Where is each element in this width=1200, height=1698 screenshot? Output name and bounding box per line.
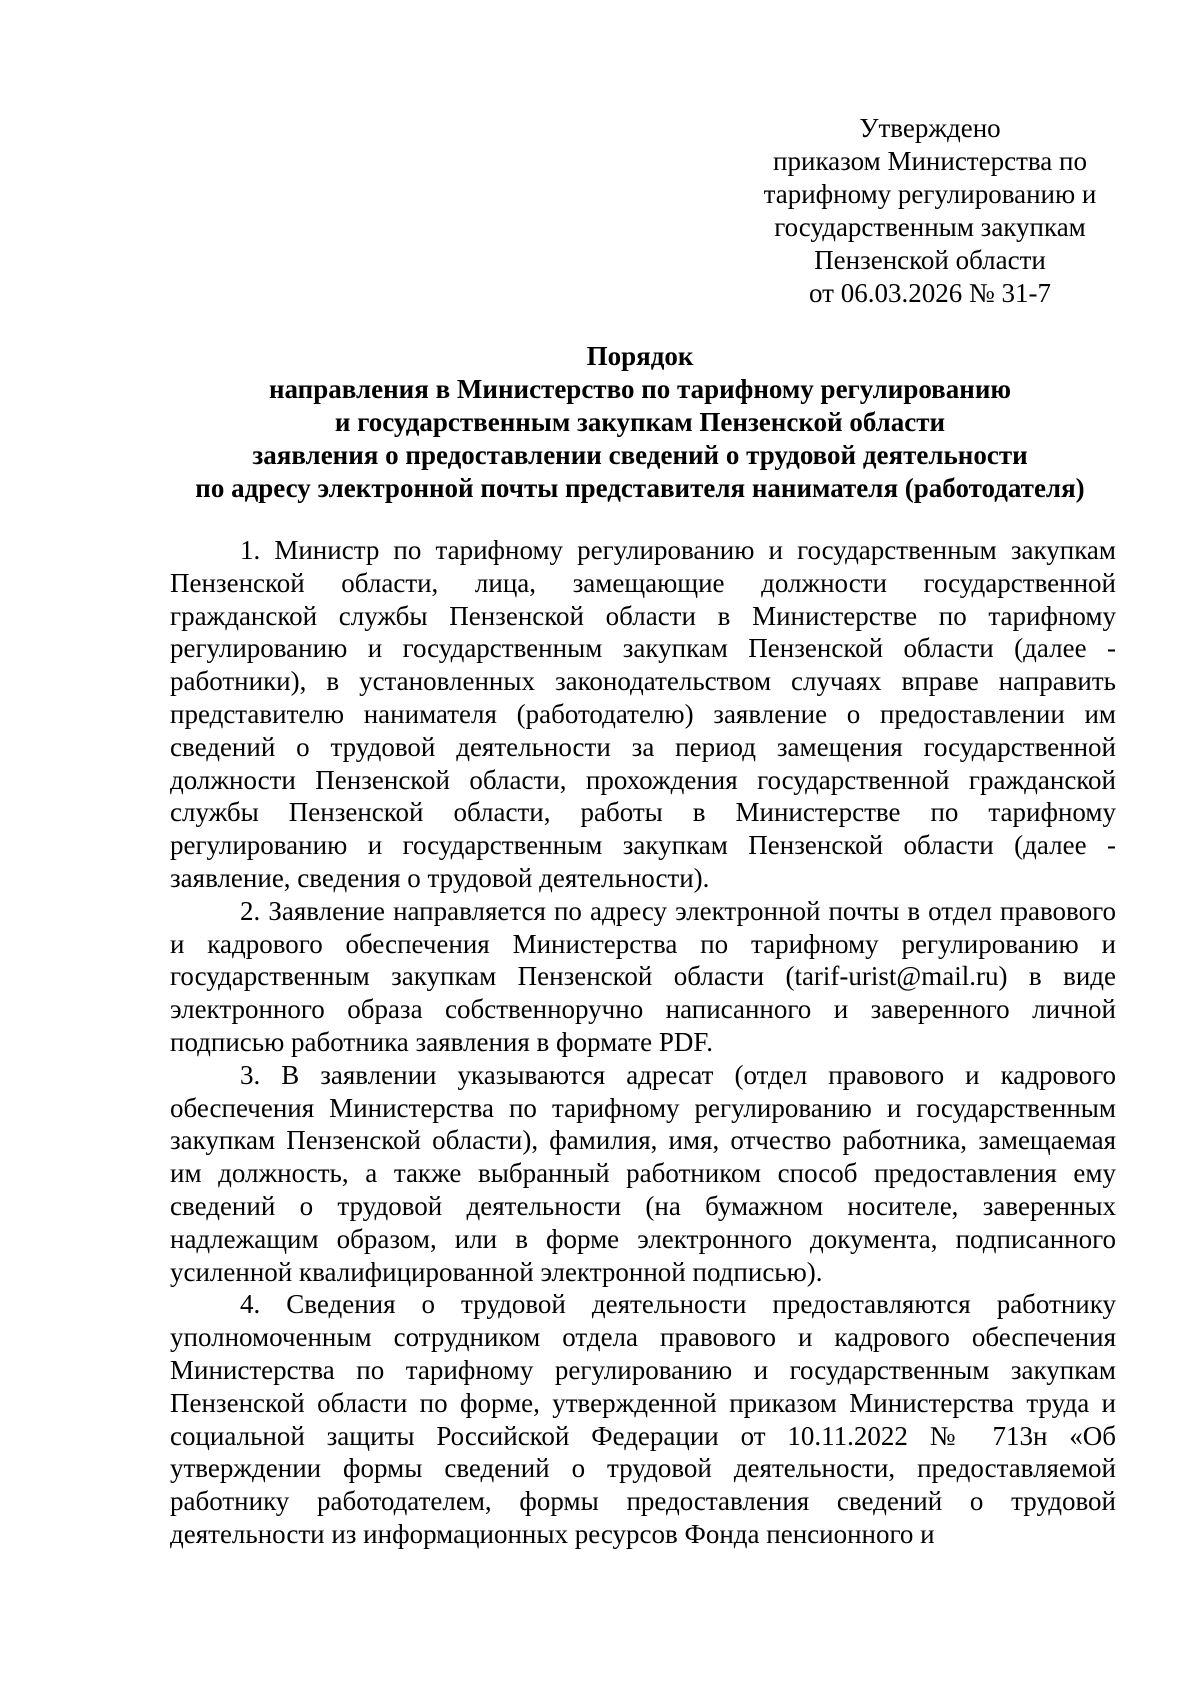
title-line: Порядок <box>586 341 694 371</box>
approval-line: от 06.03.2026 № 31-7 <box>809 278 1051 308</box>
title-line: направления в Министерство по тарифному регулированию <box>268 374 1012 404</box>
title-line: заявления о предоставлении сведений о трудовой деятельности <box>252 440 1028 470</box>
document-body <box>170 534 1116 1551</box>
approval-line: государственным закупкам <box>774 212 1086 242</box>
paragraph-3: 3. В заявлении указываются адресат (отдел правового и кадрового обеспечения Министерства по тарифному регулированию и государственным закупкам Пензенской области), фамилия, имя, отчество работника, замещаемая им должность, а также выбранный работником способ предоставления ему сведений о трудовой деятельности (на бумажном носителе, заверенных надлежащим образом, или в форме электронного документа, подписанного усиленной квалифицированной электронной подписью). <box>170 1059 1116 1287</box>
paragraph-2: 2. Заявление направляется по адресу электронной почты в отдел правового и кадрового обеспечения Министерства по тарифному регулированию и государственным закупкам Пензенской области (tarif-urist@mail.ru) в виде электронного образа собственноручно написанного и заверенного личной подписью работника заявления в формате PDF. <box>170 895 1116 1057</box>
approval-line: приказом Министерства по <box>773 146 1087 176</box>
document-title <box>160 340 1120 505</box>
approval-line: Утверждено <box>859 113 1001 143</box>
paragraph-4: 4. Сведения о трудовой деятельности предоставляются работнику уполномоченным сотрудником отдела правового и кадрового обеспечения Министерства по тарифному регулированию и государственным закупкам Пензенской области по форме, утвержденной приказом Министерства труда и социальной защиты Российской Федерации от 10.11.2022 № 713н «Об утверждении формы сведений о трудовой деятельности, предоставляемой работнику работодателем, формы предоставления сведений о трудовой деятельности из информационных ресурсов Фонда пенсионного и <box>170 1289 1116 1549</box>
approval-line: тарифному регулированию и <box>763 179 1097 209</box>
title-line: и государственным закупкам Пензенской области <box>334 407 946 437</box>
title-line: по адресу электронной почты представителя нанимателя (работодателя) <box>195 473 1085 503</box>
paragraph-1: 1. Министр по тарифному регулированию и государственным закупкам Пензенской области, лица, замещающие должности государственной гражданской службы Пензенской области в Министерстве по тарифному регулированию и государственным закупкам Пензенской области (далее - работники), в установленных законодательством случаях вправе направить представителю нанимателя (работодателю) заявление о предоставлении им сведений о трудовой деятельности за период замещения государственной должности Пензенской области, прохождения государственной гражданской службы Пензенской области, работы в Министерстве по тарифному регулированию и государственным закупкам Пензенской области (далее - заявление, сведения о трудовой деятельности). <box>170 535 1116 893</box>
approval-stamp <box>740 112 1120 310</box>
approval-line: Пензенской области <box>814 245 1046 275</box>
